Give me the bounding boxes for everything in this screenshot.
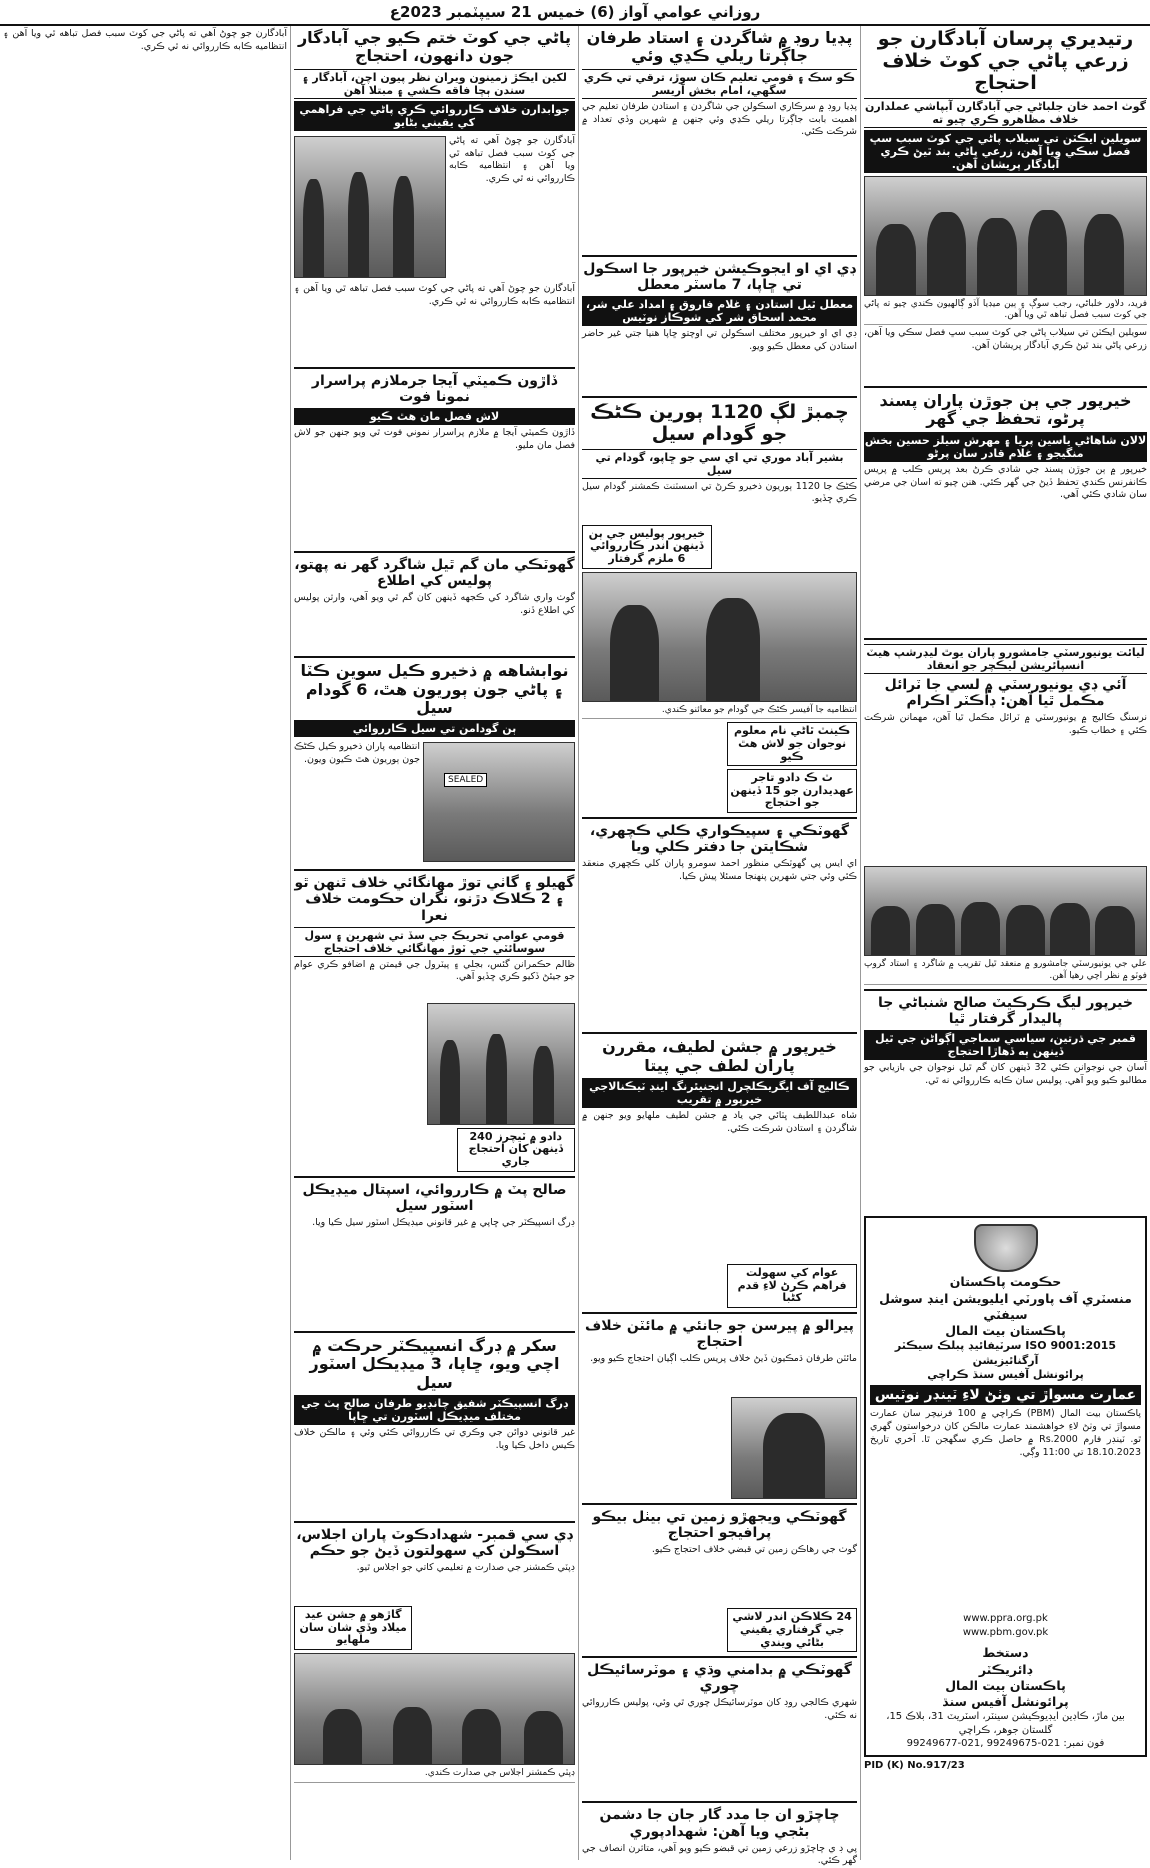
subheadline: ڪاليج آف ايگريڪلچرل انجنيئرنگ اينڊ ٽيڪنالاجي خيرپور ۾ تقريب — [582, 1078, 857, 1108]
article-body: آسان جي نوجوانن ڪئي 32 ڏينهن کان گم ٿيل نوجوان جي بازيابي جو مطالبو ڪيو ويو آهي. پوليس سان ڪابه ڪارروائي نه ٿي. — [864, 1062, 1147, 1087]
ad-signature: دستخط — [982, 1645, 1029, 1661]
headline: خيرپور ۾ جشن لطيف، مقررن پاران لطف جي پيتا — [602, 1037, 837, 1075]
article-body: پي ڊ ي چاچڙو زرعي زمين تي قبضو ڪيو ويو آهي، متاثرن انصاف جي گهر ڪئي. — [582, 1842, 857, 1867]
subheadline: ڪو سڪ ۽ قومي تعليم ڪان سوڙ، ترقي تي ڪري سگهي، امام بخش آريسر — [583, 70, 856, 97]
ad-line: ISO 9001:2015 سرٽيفائيڊ پبلڪ سيڪٽر آرگنائيزيشن — [894, 1339, 1117, 1367]
column-1 — [860, 26, 1150, 1860]
article-body: گوٺ جي رهاڪن زمين تي قبضي خلاف احتجاج ڪيو. — [651, 1544, 857, 1556]
news-box: گاڙهو ۾ جشن عيد ميلاد وڏي شان سان ملهايو — [294, 1606, 412, 1650]
article-body: گوٺ واري شاگرد کي ڪجهه ڏينهن کان گم ٿي ويو آهي، وارثن پوليس کي اطلاع ڏنو. — [294, 592, 575, 616]
news-box: ڪينٽ ٿاڻي نام معلوم نوجوان جو لاش هٿ ڪيو — [727, 722, 857, 766]
group-photo — [864, 866, 1147, 956]
news-box: ٽ ڪ دادو تاجر عهديدارن جو 15 ڏينهن جو احتجاج — [727, 769, 857, 813]
article-body: ڏاڙون ڪميٽي آيجا ۾ ملازم پراسرار نموني فوت ٿي ويو جنهن جو لاش فصل مان مليو. — [294, 426, 575, 451]
article-body: پڊيا روڊ ۾ سرڪاري اسڪولن جي شاگردن ۽ استادن طرفان تعليم جي اهميت بابت جاڳرتا ريلي ڪڍي وئي جنهن ۾ شهرين وڏي تعداد ۾ شرڪت ڪئي. — [582, 100, 857, 138]
subheadline: بشير آباد موري تي اي سي جو ڇاپو، گودام تي سيل — [582, 449, 857, 479]
headline: ڏاڙون ڪميٽي آيجا جرملازم پراسرار نمونا فوت — [311, 372, 558, 405]
subheadline: لاش فصل مان هٿ ڪيو — [294, 408, 575, 425]
headline: چمبڙ لڳ 1120 ٻورين ڪڻڪ جو گودام سيل — [590, 400, 849, 445]
portrait-photo — [731, 1397, 857, 1499]
headline: پاڻي جي کوٽ ختم ڪيو جي آبادگار جون دانهون، احتجاج — [297, 28, 572, 66]
headline: سکر ۾ ڊرگ انسپيڪٽر حرڪت ۾ اچي ويو، ڇاپا، 3 ميڊيڪل اسٽور سيل — [309, 1335, 560, 1392]
subheadline: لکين ايڪڙ زمينون ويران نظر پيون اچن، آبادگار ۽ سندن ٻچا فاقه ڪشي ۽ مبتلا آهن — [294, 69, 575, 99]
photo-caption: فريد، دلاور خلباڻي، رجب سوڳ ۽ ٻين ميڊيا آڏو ڳالهيون ڪندي چيو ته پاڻي جي کوٽ سبب فصل تباهه ٿي ويا آهن. — [864, 299, 1147, 325]
subheadline: ڊرگ انسپيڪٽر شفيق چانڊيو طرفان صالح پٽ جي مختلف ميڊيڪل اسٽورن تي ڇاپا — [294, 1395, 575, 1425]
news-box: 24 ڪلاڪن اندر لاشي جي گرفتاري يقيني بڻائي ويندي — [727, 1608, 857, 1652]
article-body: ظالم حڪمرانن گئس، بجلي ۽ پيٽرول جي قيمتن ۾ اضافو ڪري عوام جو جيئڻ ڏکيو ڪري ڇڏيو آهي. — [294, 958, 575, 983]
ad-signature: ڊائريڪٽر — [978, 1661, 1033, 1677]
article-body: انتظاميه پاران ذخيرو ڪيل ڪڻڪ جون ٻوريون هٿ ڪيون ويون. — [294, 741, 420, 766]
article-body: ڊي اي او خيرپور مختلف اسڪولن تي اوچتو ڇاپا هنيا جتي غير حاضر استادن کي معطل ڪيو ويو. — [582, 327, 857, 352]
subheadline: جوابدارن خلاف ڪارروائي ڪري پاڻي جي فراهمي کي يقيني بڻايو — [294, 101, 575, 131]
headline: گهوٽڪي ۽ سپيڪواري ڪلي ڪچهري، شڪايتن جا دفتر ڪلي ويا — [589, 823, 850, 856]
headline: نوابشاهه ۾ ذخيرو ڪيل سوين ڪٽا ۽ پاڻي جون ٻوريون هٿ، 6 گودام سيل — [300, 661, 569, 717]
article-body: سويلين ايڪٽن تي سيلاب پاڻي جي کوٽ سبب سڀ فصل سڪي ويا آهن، زرعي پاڻي بند ٿيڻ ڪري آبادگار پريشان آهن. — [864, 326, 1147, 351]
article-body: غير قانوني دوائن جي وڪري تي ڪارروائي ڪئي وئي ۽ مالڪن خلاف ڪيس داخل ڪيا ويا. — [294, 1426, 575, 1451]
government-emblem-icon — [974, 1224, 1038, 1272]
warehouse-photo — [582, 572, 857, 702]
website-link[interactable]: www.pbm.gov.pk — [962, 1626, 1049, 1638]
pid-number: PID (K) No.917/23 — [864, 1759, 965, 1771]
article-body: آبادگارن جو چوڻ آهي ته پاڻي جي کوٽ سبب فصل تباهه ٿي ويا آهن ۽ انتظاميه ڪابه ڪارروائي نه ٿي ڪري. — [3, 28, 287, 52]
protest-photo — [294, 136, 446, 278]
ad-body: پاڪستان بيت المال (PBM) ڪراچي ۾ 100 فرنيچر سان عمارت مسواڙ تي وٺڻ لاءِ خواهشمند عمارت مالڪن کان درخواستون گهري ٿو. ٽينڊر فارم Rs.2000 ۾ حاصل ڪري سگهجن ٿا. آخري تاريخ 18.10.2023 تي 11:00 وڳي. — [870, 1408, 1141, 1458]
headline: صالح پٽ ۾ ڪارروائي، اسپتال ميڊيڪل اسٽور سيل — [302, 1181, 567, 1214]
headline: ڊي سي قمبر- شهدادڪوٽ پاران اجلاس، اسڪولن کي سهولتون ڏيڻ جو حڪم — [296, 1526, 573, 1559]
article-body: شاه عبداللطيف ڀٽائي جي ياد ۾ جشن لطيف ملهايو ويو جنهن ۾ شاگردن ۽ استادن شرڪت ڪئي. — [582, 1110, 857, 1134]
headline: خيرپور جي ٻن جوڙن پاران پسند پرڻو، تحفظ جي گهر — [879, 390, 1132, 429]
article-body: مائٽن طرفان ڌمڪيون ڏيڻ خلاف پريس ڪلب اڳيان احتجاج ڪيو ويو. — [590, 1353, 857, 1365]
ad-line: پرائونشل آفيس سنڌ ڪراچي — [927, 1368, 1084, 1382]
ad-signature: پاڪستان بيت المال — [945, 1677, 1066, 1693]
column-4 — [0, 26, 290, 1860]
news-box: عوام کي سهولت فراهم ڪرڻ لاءِ قدم کڻبا — [727, 1264, 857, 1308]
headline: پيرالو ۾ پيرسن جو جانئي ۾ مائٽن خلاف احتجاج — [585, 1318, 854, 1351]
headline: پڊيا روڊ ۾ شاگردن ۽ استاد طرفان جاڳرتا ريلي ڪڍي وئي — [586, 28, 853, 66]
article-body: ڊرگ انسپيڪٽر جي ڇاپي ۾ غير قانوني ميڊيڪل اسٽور سيل ڪيا ويا. — [312, 1216, 575, 1228]
protest-photo — [427, 1003, 575, 1125]
sealed-warehouse-photo — [423, 742, 575, 862]
article-body: ڪڻڪ جا 1120 ٻوريون ذخيرو ڪرڻ تي اسسٽنٽ ڪمشنر گودام سيل ڪري ڇڏيو. — [582, 480, 857, 505]
photo-caption: انتظاميه جا آفيسر ڪڻڪ جي گودام جو معائنو ڪندي. — [582, 705, 857, 720]
subheadline: معطل ٿيل استادن ۽ غلام فاروق ۽ امداد علي شر، محمد اسحاق شر کي شوڪاز نوٽيس — [582, 296, 857, 326]
headline: چاچڙو ان جا مدد گار جان جا دشمن بڻجي ويا آهن: شهدادپوري — [599, 1807, 840, 1840]
article-body: نرسنگ ڪاليج ۾ يونيورسٽي ۾ ٽرائل مڪمل ٿيا آهن، مهمانن شرڪت ڪئي ۽ خطاب ڪيو. — [864, 711, 1147, 736]
ad-title: عمارت مسواڙ تي وٺڻ لاءِ ٽينڊر نوٽيس — [870, 1385, 1141, 1405]
ad-line: حڪومت پاڪستان — [949, 1274, 1062, 1290]
subheadline: سويلين ايڪٽن تي سيلاب پاڻي جي کوٽ سبب سڀ فصل سڪي ويا آهن، زرعي پاڻي بند ٿيڻ ڪري آبادگار پريشان آهن. — [864, 130, 1147, 173]
headline: رتيديري پرسان آبادگارن جو زرعي پاڻي جي کوٽ خلاف احتجاج — [877, 28, 1134, 94]
headline: گهوٽڪي مان گم ٿيل شاگرد گهر نه پهتو، پوليس کي اطلاع — [294, 556, 575, 590]
article-body: ڊپٽي ڪمشنر جي صدارت ۾ تعليمي کاتي جو اجلاس ٿيو. — [356, 1562, 575, 1574]
subheadline: گوٺ احمد خان جلباڻي جي آبادگارن آبپاشي عملدارن خلاف مظاهرو ڪري چيو ته — [865, 99, 1146, 126]
news-box: دادو ۾ ٽيچرز 240 ڏينهن کان احتجاج جاري — [457, 1128, 575, 1172]
article-body: خيرپور ۾ ٻن جوڙن پسند جي شادي ڪرڻ بعد پريس ڪلب ۾ پريس ڪانفرنس ڪندي تحفظ ڏيڻ جي گهر ڪئي. هنن چيو ته اسان جي مرضي سان شادي ڪئي آهي. — [864, 463, 1147, 501]
news-box: خيرپور پوليس جي ٻن ڏينهن اندر ڪارروائي 6 ملزم گرفتار — [582, 525, 712, 569]
column-3 — [290, 26, 578, 1860]
article-body: شهري ڪالجي روڊ کان موٽرسائيڪل چوري ٿي وئي، پوليس ڪارروائي نه ڪئي. — [582, 1697, 857, 1722]
ad-line: منسٽري آف پاورٽي ايليويشن اينڊ سوشل سيفٽي — [879, 1290, 1132, 1322]
ad-address: بين ماڙ، ڪاڊين ايڊيوڪيشن سينٽر، اسٽريٽ 31، بلاڪ 15، گلستان جوهر، ڪراچي — [886, 1711, 1125, 1736]
protest-photo — [864, 176, 1147, 296]
ad-phone: فون نمبر: 021-99249675 ,021-99249677 — [906, 1738, 1105, 1750]
tender-notice-ad — [864, 1216, 1147, 1756]
headline: ڊي اي او ايجوڪيشن خيرپور جا اسڪول تي ڇاپا، 7 ماسٽر معطل — [583, 260, 856, 293]
photo-caption: ڊپٽي ڪمشنر اجلاس جي صدارت ڪندي. — [294, 1768, 575, 1783]
ad-line: پاڪستان بيت المال — [945, 1323, 1066, 1339]
headline: گهوٽڪي ويجهڙو زمين تي بيٺل بيڪو پرافيجو احتجاج — [592, 1509, 847, 1542]
ad-signature: پرائونشل آفيس سنڌ — [942, 1694, 1069, 1710]
article-body: آبادگارن جو چوڻ آهي ته پاڻي جي کوٽ سبب فصل تباهه ٿي ويا آهن ۽ انتظاميه ڪابه ڪارروائي نه ٿي ڪري. — [294, 282, 575, 307]
article-body: اي ايس پي گهوٽڪي منظور احمد سومرو پاران کلي ڪچهري منعقد ڪئي وئي جتي شهرين پنهنجا مسئلا پيش ڪيا. — [582, 858, 857, 883]
headline: آئي ڊي يونيورسٽي ۾ لسي جا ٽرائل مڪمل ٿيا آهن: ڊاڪٽر اڪرام — [884, 676, 1127, 709]
headline: خيرپور ليگ ڪرڪيٽ صالح شنباڻي جا پاليدار گرفتار ٿيا — [878, 995, 1133, 1028]
headline: گهوٽڪي ۾ بدامني وڌي ۽ موٽرسائيڪل چوري — [587, 1662, 852, 1695]
photo-caption: علي جي يونيورسٽي جامشورو ۾ منعقد ٿيل تقريب ۾ شاگرد ۽ استاد گروپ فوٽو ۾ نظر اچي رهيا آهن. — [864, 959, 1147, 985]
masthead: روزاني عوامي آواز (6) خميس 21 سيپٽمبر 2023ع — [0, 0, 1150, 26]
headline: گهيلو ۽ گاٺي توڙ مهانگائي خلاف ٿنهن ٿو ۽ 2 ڪلاڪ دڙنو، نگران حڪومت خلاف نعرا — [294, 875, 575, 924]
subheadline: قمبر جي ڌرتين، سياسي سماجي اڳواڻن جي ٿيل ڏينهن ٻه ڏهاڙا احتجاج — [864, 1030, 1147, 1060]
sealed-sign: SEALED — [444, 773, 487, 787]
subheadline: لالان شاهاڻي ياسين پريا ۽ مهرش سيلز حسين بخش منگيجو ۽ غلام قادر سان پرڻو — [864, 433, 1147, 460]
column-2 — [578, 26, 860, 1867]
website-link[interactable]: www.ppra.org.pk — [963, 1613, 1048, 1625]
subheadline: ٻن گودامن تي سيل ڪارروائي — [294, 720, 575, 737]
subheadline: ليائت يونيورسٽي جامشورو پاران يوٿ ليڊرشپ هيٽ انسپائريشن ليڪچر جو انعقاد — [864, 644, 1147, 674]
article-body: آبادگارن جو چوڻ آهي ته پاڻي جي کوٽ سبب فصل تباهه ٿي ويا آهن ۽ انتظاميه ڪابه ڪارروائي نه ٿي ڪري. — [449, 134, 575, 185]
subheadline: قومي عوامي تحريڪ جي سڏ تي شهرين ۽ سول سوسائٽي جي ٽوڙ مهانگائي خلاف احتجاج — [294, 927, 575, 957]
meeting-photo — [294, 1653, 575, 1765]
